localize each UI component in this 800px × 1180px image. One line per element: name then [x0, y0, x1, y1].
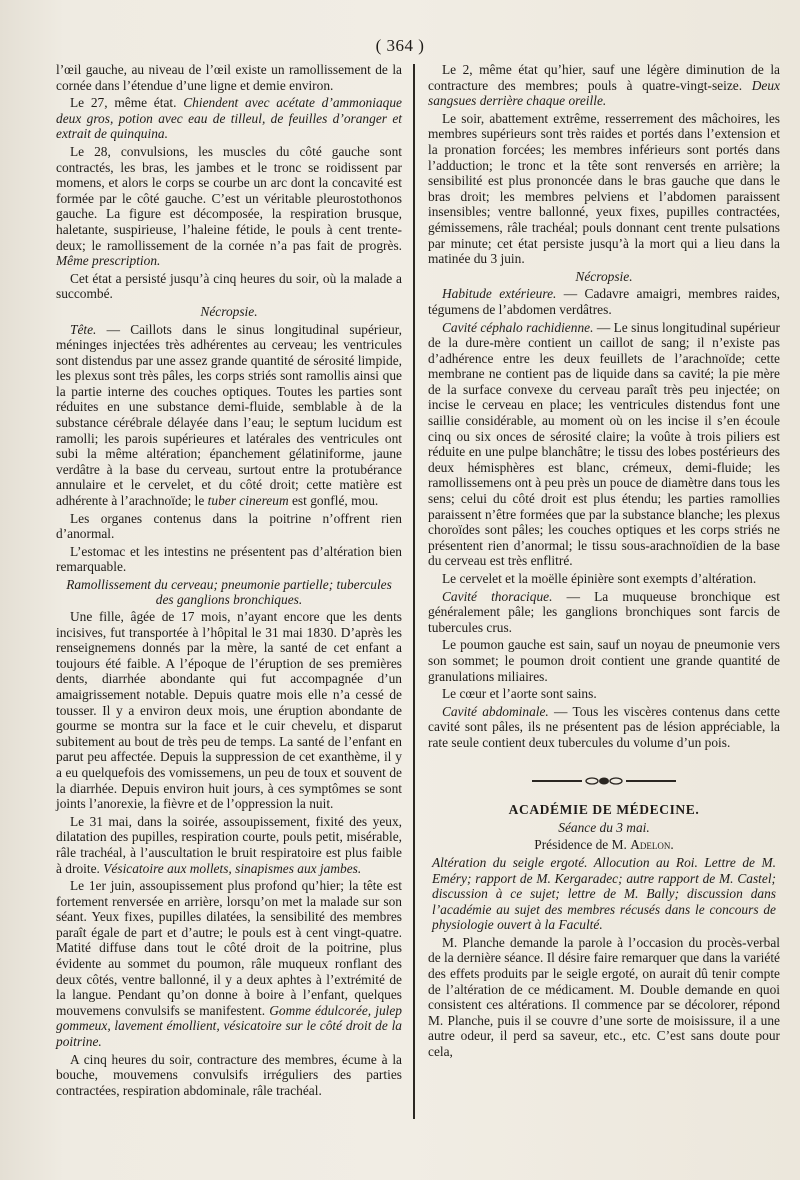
paragraph	[428, 589, 780, 636]
text: L’estomac et les intestins ne présentent pas d’altération bien remarquable.	[56, 543, 402, 575]
ornament-divider	[428, 773, 780, 789]
ornament-line	[532, 780, 582, 782]
paragraph	[56, 814, 402, 876]
text: A cinq heures du soir, contracture des membres, écume à la bouche, mouvemens convulsifs irréguliers des parties contractées, respiration abdominale, râle trachéal.	[56, 1051, 402, 1098]
paragraph	[56, 95, 402, 142]
section-heading: Nécropsie.	[575, 268, 633, 284]
text: — La muqueuse bronchique est généralement pâle; les ganglions bronchiques sont farcis de tubercules crus.	[428, 588, 780, 635]
paragraph	[428, 686, 780, 702]
subsection-label: Cavité céphalo rachidienne.	[442, 319, 594, 335]
section-heading: Nécropsie.	[200, 303, 258, 319]
subsection-label: Tête.	[70, 321, 97, 337]
session-agenda: Altération du seigle ergoté. Allocution au Roi. Lettre de M. Eméry; rapport de M. Kergaradec; autre rapport de M. Castel; discussion à ce sujet; lettre de M. Bally; discussion dans l’académie au sujet des membres récusés dans le concours de physiologie ouvert à la Faculté.	[432, 854, 776, 933]
prescription: Gomme édulcorée, julep gommeux, lavement émollient, vésicatoire sur le côté droit de la poitrine.	[56, 1002, 402, 1050]
paragraph	[56, 544, 402, 575]
paragraph	[428, 111, 780, 267]
paragraph	[56, 878, 402, 1050]
text: — Le sinus longitudinal supérieur de la dure-mère contient un caillot de sang; il n’existe pas d’adhérence entre les deux feuillets de l’arachnoïde; cette membrane ne contient pas de liquide dans sa cavité; la pie mère de la surface convexe du cerveau paraît très peu injectée; on incise le cerveau en place; les ventricules distendus font une saillie considérable, au moment où on les incise il s’en écoule cinq ou six onces de sérosité claire; la voûte à trois piliers est réduite en une pulpe blanchâtre; le tissu des lobes postérieurs des deux hémisphères est blanc, crémeux, demi-fluide; les ramollissemens ont à peu près un pouce de diamètre dans tous les sens; celui du côté droit est plus étendu; les parties ramollies paraissent n’être formées que par la substance blanche; les plexus choroïdes sont pâles; les couches optiques et les corps striés ne présentent rien d’anormal; le tissu sous-arachnoïdien de la base du cerveau est très enflitré.	[428, 319, 780, 569]
session-date: Séance du 3 mai.	[558, 819, 650, 835]
paragraph	[56, 322, 402, 509]
text: Cet état a persisté jusqu’à cinq heures du soir, où la malade a succombé.	[56, 270, 402, 302]
latin-term: tuber cinereum	[207, 493, 289, 509]
subsection-label: Habitude extérieure.	[442, 286, 557, 302]
text: Le 2, même état qu’hier, sauf une légère diminution de la contracture des membres; pouls à quatre-vingt-seize.	[428, 62, 780, 93]
paragraph	[428, 62, 780, 109]
left-column	[56, 62, 402, 1100]
column-divider	[413, 64, 415, 1119]
ornament-flourish-icon	[584, 776, 624, 786]
text: Le poumon gauche est sain, sauf un noyau de pneumonie vers son sommet; le poumon droit contient une grande quantité de granulations miliaires.	[428, 637, 780, 684]
right-column	[428, 62, 780, 1062]
subsection-label: Cavité thoracique.	[442, 588, 553, 604]
prescription: Deux sangsues derrière chaque oreille.	[428, 77, 780, 109]
text: Une fille, âgée de 17 mois, n’ayant encore que les dents incisives, fut transportée à l’hôpital le 31 mai 1830. D’après les renseignemens donnés par la mère, la santé de cet enfant a toujours été faible. A l’époque de l’éruption de ses premières dents, diarrhée abondante qui fut accompagnée d’un amaigrissement notable. Depuis quatre mois elle n’a cessé de tousser. Il y a environ deux mois, une éruption abondante de gourme se montra sur la face et le cuir chevelu, et disparut subitement au bout de très peu de temps. La santé de l’enfant en parut peu affectée. Depuis la suppression de cet exanthème, il y a eu quelquefois des vomissemens, un peu de toux et souvent de la diarrhée. Depuis environ huit jours, à ces symptômes se sont joints l’anorexie, la fièvre et de l’oppression la nuit.	[56, 609, 402, 812]
text: est gonflé, mou.	[288, 493, 379, 509]
paragraph	[428, 704, 780, 751]
text: Le soir, abattement extrême, resserrement des mâchoires, les membres supérieurs sont très raides et portés dans l’extension et la pronation forcées; les membres inférieurs sont portés dans l’adduction; le tronc et la tête sont renversés en arrière; la sensibilité est plus prononcée dans le bras gauche que dans le bras droit; les membres pelviens et l’abdomen paraissent insensibles; ventre ballonné, yeux fixes, pupilles contractées, gémissemens, râle trachéal; pouls donnant cent trente pulsations par minute; cet état persiste jusqu’à la mort qui a lieu dans la matinée du 3 juin.	[428, 110, 780, 267]
academy-heading: ACADÉMIE DE MÉDECINE.	[508, 802, 700, 818]
text: — Cadavre amaigri, membres raides, tégumens de l’abdomen verdâtres.	[428, 286, 780, 317]
text: Les organes contenus dans la poitrine n’offrent rien d’anormal.	[56, 510, 402, 542]
text: Présidence de M.	[534, 837, 631, 853]
text: Le cervelet et la moëlle épinière sont exempts d’altération.	[442, 571, 757, 586]
paragraph	[428, 320, 780, 570]
case-title: Ramollissement du cerveau; pneumonie partielle; tubercules des ganglions bronchiques.	[66, 577, 392, 607]
prescription: Même prescription.	[56, 253, 161, 269]
prescription: Chiendent avec acétate d’ammoniaque deux gros, potion avec eau de tilleul, de feuilles d’oranger et extrait de quinquina.	[56, 95, 402, 142]
text: — Tous les viscères contenus dans cette cavité sont pâles, ils ne présentent pas de lésion appréciable, la rate seule contient deux tubercules du volume d’un pois.	[428, 703, 780, 750]
presidency-line	[428, 837, 780, 853]
page-number: ( 364 )	[375, 36, 425, 55]
prescription: Vésicatoire aux mollets, sinapismes aux jambes.	[103, 860, 362, 876]
text: Le 27, même état.	[70, 95, 184, 111]
president-name: Adelon.	[630, 837, 674, 853]
paragraph	[56, 1052, 402, 1099]
paragraph	[56, 511, 402, 542]
ornament-line	[626, 780, 676, 782]
subsection-label: Cavité abdominale.	[442, 703, 549, 719]
text: Le 28, convulsions, les muscles du côté gauche sont contractés, les bras, les jambes et le tronc se roidissent par momens, et alors le corps se courbe un arc dont la concavité est formée par le côté gauche. C’est un véritable pleurostothonos gauche. La figure est décomposée, la respiration brusque, haletante, suspirieuse, l’haleine fétide, le pouls à cent trente-deux; le ramollissement de la cornée n’a pas fait de progrès.	[56, 143, 402, 253]
text: M. Planche demande la parole à l’occasion du procès-verbal de la dernière séance. Il désire faire remarquer que dans la variété des effets produits par le seigle ergoté, on aurait dû tenir compte de l’altération de ce médicament. M. Double demande en quoi consistent ces altérations. Il commence par se décolorer, répond M. Planche, puis il se couvre d’une sorte de moisissure, il a une autre odeur, il perd sa saveur, etc., etc. C’est sans doute pour cela,	[428, 934, 780, 1060]
paragraph	[428, 286, 780, 317]
paragraph	[56, 144, 402, 269]
paragraph	[56, 271, 402, 302]
text: Le 1er juin, assoupissement plus profond qu’hier; la tête est fortement renversée en arrière, lorsqu’on met la malade sur son séant. Yeux fixes, pupilles dilatées, la sensibilité des membres paraît égale de part et d’autre; le pouls est à cent vingt-quatre. Matité diffuse dans tout le côté droit de la poitrine, plus évidente au sommet du poumon, râle muqueux ronflant des deux côtés, ventre ballonné, il y a deux aphtes à l’extrémité de la langue. Pendant qu’on donne à boire à l’enfant, quelques mouvemens convulsifs se manifestent.	[56, 878, 402, 1018]
text: Le cœur et l’aorte sont sains.	[442, 686, 597, 702]
paragraph	[428, 935, 780, 1060]
text: Le 31 mai, dans la soirée, assoupissement, fixité des yeux, dilatation des pupilles, respiration courte, pouls petit, misérable, râle trachéal, à l’auscultation le bruit respiratoire est plus faible à droite.	[56, 813, 402, 876]
text: — Caillots dans le sinus longitudinal supérieur, méninges injectées très adhérentes au cerveau; les ventricules sont distendus par une assez grande quantité de sérosité limpide, les plexus sont très pâles, les corps striés sont ramollis ainsi que la partie interne des couches optiques. Toutes les parties sont réduites en une substance demi-fluide, semblable à de la substance cérébrale délayée dans l’eau; le septum lucidum est ramolli; les parois supérieures et latérales des ventricules ont subi la même altération; épanchement gélatiniforme, jaune verdâtre à la base du cerveau, surtout entre la protubérance annulaire et le cervelet, et du côté droit; cette matière est adhérente à l’arachnoïde; le	[56, 321, 402, 509]
text: l’œil gauche, au niveau de l’œil existe un ramollissement de la cornée dans l’étendue d’une ligne et demie environ.	[56, 62, 402, 93]
paragraph	[56, 609, 402, 812]
paragraph	[428, 637, 780, 684]
paragraph	[56, 62, 402, 93]
paragraph	[428, 571, 780, 587]
